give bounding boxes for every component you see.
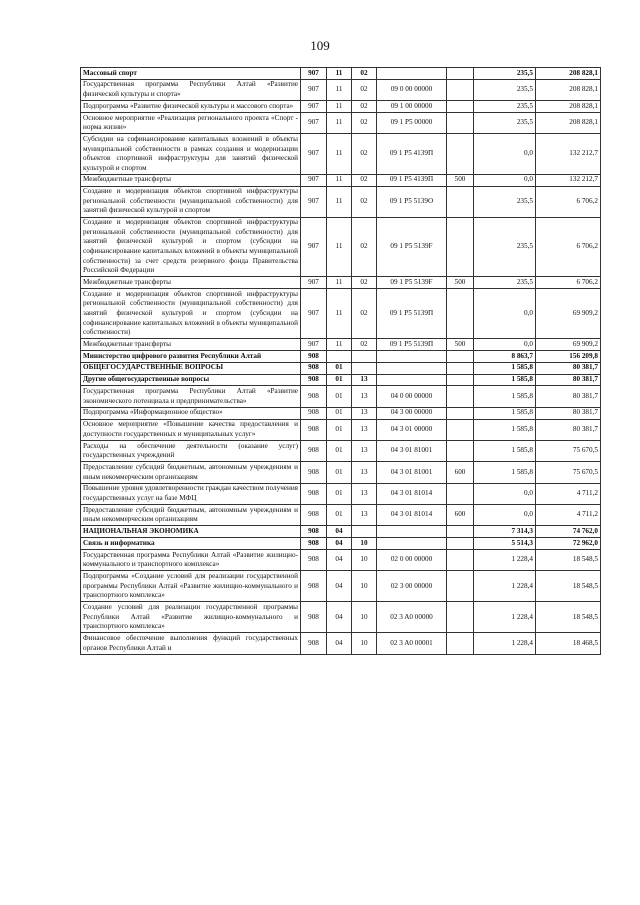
- row-amount-1-cell: 1 228,4: [474, 602, 536, 633]
- row-grbs-cell: 907: [301, 112, 327, 133]
- row-amount-1-cell: 1 228,4: [474, 550, 536, 571]
- row-amount-1-cell: 0,0: [474, 134, 536, 175]
- row-name-cell: Создание и модернизация объектов спортивной инфраструктуры региональной собственности (муниципальной собственности) для занятий физической культурой и спортом (субсидии на софинансирование капитальных вложений в объекты муниципальной собственности) за счет средств резервного фонда Правительства Российской Федерации: [81, 217, 301, 277]
- row-target-article-cell: [377, 351, 447, 363]
- row-grbs-cell: 908: [301, 602, 327, 633]
- row-subsection-cell: 10: [352, 538, 377, 550]
- row-subsection-cell: 02: [352, 277, 377, 289]
- row-expense-type-cell: [447, 217, 474, 277]
- row-name-cell: Подпрограмма «Информационное общество»: [81, 407, 301, 419]
- table-row: [81, 462, 601, 483]
- row-target-article-cell: 04 3 00 00000: [377, 407, 447, 419]
- row-amount-1-cell: 1 228,4: [474, 633, 536, 654]
- row-subsection-cell: 02: [352, 186, 377, 217]
- row-amount-2-cell: 4 711,2: [536, 505, 601, 526]
- table-row: [81, 526, 601, 538]
- row-grbs-cell: 908: [301, 419, 327, 440]
- row-expense-type-cell: [447, 68, 474, 80]
- row-name-cell: Связь и информатика: [81, 538, 301, 550]
- row-section-cell: 01: [327, 362, 352, 374]
- row-amount-1-cell: 1 585,8: [474, 419, 536, 440]
- row-expense-type-cell: [447, 289, 474, 339]
- row-name-cell: Государственная программа Республики Алтай «Развитие жилищно-коммунального и транспортного комплекса»: [81, 550, 301, 571]
- table-row: [81, 339, 601, 351]
- row-target-article-cell: 02 3 A0 00001: [377, 633, 447, 654]
- row-amount-1-cell: 235,5: [474, 186, 536, 217]
- row-name-cell: Субсидии на софинансирование капитальных вложений в объекты муниципальной собственности в рамках создания и модернизации объектов спортивной инфраструктуры для занятий физической культурой и спортом: [81, 134, 301, 175]
- row-target-article-cell: 09 1 P5 00000: [377, 112, 447, 133]
- row-expense-type-cell: 500: [447, 277, 474, 289]
- table-row: [81, 483, 601, 504]
- row-target-article-cell: 09 0 00 00000: [377, 79, 447, 100]
- row-expense-type-cell: [447, 419, 474, 440]
- row-target-article-cell: 04 3 01 81001: [377, 440, 447, 461]
- row-section-cell: 11: [327, 134, 352, 175]
- row-amount-2-cell: 6 706,2: [536, 217, 601, 277]
- row-expense-type-cell: 600: [447, 462, 474, 483]
- row-grbs-cell: 907: [301, 79, 327, 100]
- row-amount-1-cell: 0,0: [474, 505, 536, 526]
- row-section-cell: 11: [327, 79, 352, 100]
- row-name-cell: Государственная программа Республики Алтай «Развитие экономического потенциала и предпринимательства»: [81, 386, 301, 407]
- row-name-cell: Подпрограмма «Развитие физической культуры и массового спорта»: [81, 101, 301, 113]
- row-section-cell: 01: [327, 462, 352, 483]
- row-name-cell: Министерство цифрового развития Республики Алтай: [81, 351, 301, 363]
- row-amount-2-cell: 208 828,1: [536, 101, 601, 113]
- row-name-cell: Государственная программа Республики Алтай «Развитие физической культуры и спорта»: [81, 79, 301, 100]
- budget-table: [80, 67, 601, 655]
- row-section-cell: 01: [327, 407, 352, 419]
- row-amount-2-cell: 156 209,8: [536, 351, 601, 363]
- row-grbs-cell: 908: [301, 386, 327, 407]
- row-amount-1-cell: 235,5: [474, 68, 536, 80]
- row-amount-2-cell: 80 381,7: [536, 407, 601, 419]
- row-amount-1-cell: 235,5: [474, 79, 536, 100]
- row-amount-2-cell: 18 548,5: [536, 550, 601, 571]
- row-name-cell: Создание условий для реализации государственной программы Республики Алтай «Развитие жилищно-коммунального и транспортного комплекса»: [81, 602, 301, 633]
- row-expense-type-cell: 500: [447, 339, 474, 351]
- row-amount-1-cell: 5 514,3: [474, 538, 536, 550]
- row-subsection-cell: [352, 526, 377, 538]
- table-row: [81, 419, 601, 440]
- row-target-article-cell: 09 1 P5 5139О: [377, 186, 447, 217]
- table-row: [81, 174, 601, 186]
- table-row: [81, 112, 601, 133]
- row-expense-type-cell: [447, 440, 474, 461]
- row-name-cell: Создание и модернизация объектов спортивной инфраструктуры региональной собственности (муниципальной собственности) для занятий физической культурой и спортом (субсидии на софинансирование капитальных вложений в объекты муниципальной собственности): [81, 289, 301, 339]
- row-subsection-cell: 13: [352, 505, 377, 526]
- row-grbs-cell: 908: [301, 538, 327, 550]
- row-grbs-cell: 908: [301, 362, 327, 374]
- row-name-cell: Предоставление субсидий бюджетным, автономным учреждениям и иным некоммерческим организациям: [81, 462, 301, 483]
- row-amount-2-cell: 6 706,2: [536, 186, 601, 217]
- row-target-article-cell: [377, 526, 447, 538]
- row-amount-1-cell: 235,5: [474, 277, 536, 289]
- table-row: [81, 386, 601, 407]
- table-row: [81, 505, 601, 526]
- row-grbs-cell: 908: [301, 505, 327, 526]
- row-grbs-cell: 908: [301, 483, 327, 504]
- row-section-cell: 11: [327, 277, 352, 289]
- row-expense-type-cell: [447, 112, 474, 133]
- row-grbs-cell: 907: [301, 277, 327, 289]
- row-amount-2-cell: 208 828,1: [536, 112, 601, 133]
- row-subsection-cell: 02: [352, 68, 377, 80]
- row-grbs-cell: 907: [301, 186, 327, 217]
- row-expense-type-cell: [447, 526, 474, 538]
- row-expense-type-cell: [447, 134, 474, 175]
- row-amount-2-cell: 18 548,5: [536, 602, 601, 633]
- row-expense-type-cell: [447, 538, 474, 550]
- row-subsection-cell: 10: [352, 571, 377, 602]
- table-row: [81, 101, 601, 113]
- row-grbs-cell: 907: [301, 101, 327, 113]
- row-subsection-cell: 02: [352, 217, 377, 277]
- row-amount-1-cell: 1 228,4: [474, 571, 536, 602]
- row-amount-1-cell: 1 585,8: [474, 407, 536, 419]
- row-target-article-cell: 04 3 01 81014: [377, 505, 447, 526]
- row-subsection-cell: 13: [352, 386, 377, 407]
- row-subsection-cell: 13: [352, 407, 377, 419]
- row-amount-2-cell: 75 670,5: [536, 440, 601, 461]
- row-section-cell: [327, 351, 352, 363]
- row-amount-2-cell: 18 468,5: [536, 633, 601, 654]
- row-amount-2-cell: 208 828,1: [536, 79, 601, 100]
- row-subsection-cell: 02: [352, 339, 377, 351]
- table-row: [81, 217, 601, 277]
- row-target-article-cell: 02 0 00 00000: [377, 550, 447, 571]
- row-grbs-cell: 907: [301, 289, 327, 339]
- row-amount-2-cell: 132 212,7: [536, 174, 601, 186]
- row-section-cell: 11: [327, 186, 352, 217]
- row-name-cell: Основное мероприятие «Повышение качества предоставления и доступности государственных и муниципальных услуг»: [81, 419, 301, 440]
- row-amount-2-cell: 80 381,7: [536, 374, 601, 386]
- row-section-cell: 11: [327, 68, 352, 80]
- row-amount-2-cell: 80 381,7: [536, 386, 601, 407]
- row-expense-type-cell: [447, 407, 474, 419]
- row-amount-2-cell: 69 909,2: [536, 289, 601, 339]
- row-amount-2-cell: 80 381,7: [536, 362, 601, 374]
- row-section-cell: 04: [327, 526, 352, 538]
- row-grbs-cell: 908: [301, 407, 327, 419]
- row-target-article-cell: 04 3 01 81001: [377, 462, 447, 483]
- row-expense-type-cell: [447, 351, 474, 363]
- row-amount-2-cell: 72 962,0: [536, 538, 601, 550]
- table-row: [81, 538, 601, 550]
- row-target-article-cell: 04 3 01 00000: [377, 419, 447, 440]
- row-amount-1-cell: 235,5: [474, 217, 536, 277]
- row-section-cell: 11: [327, 217, 352, 277]
- row-subsection-cell: 13: [352, 419, 377, 440]
- row-subsection-cell: 13: [352, 440, 377, 461]
- row-expense-type-cell: [447, 483, 474, 504]
- row-amount-1-cell: 0,0: [474, 339, 536, 351]
- row-section-cell: 04: [327, 538, 352, 550]
- row-name-cell: Массовый спорт: [81, 68, 301, 80]
- row-amount-1-cell: 0,0: [474, 289, 536, 339]
- row-section-cell: 01: [327, 386, 352, 407]
- row-target-article-cell: [377, 374, 447, 386]
- row-expense-type-cell: 500: [447, 174, 474, 186]
- row-name-cell: Подпрограмма «Создание условий для реализации государственной программы Республики Алтай «Развитие жилищно-коммунального и транспортного комплекса»: [81, 571, 301, 602]
- row-section-cell: 04: [327, 550, 352, 571]
- row-name-cell: Финансовое обеспечение выполнения функций государственных органов Республики Алтай и: [81, 633, 301, 654]
- row-expense-type-cell: [447, 633, 474, 654]
- row-subsection-cell: 02: [352, 289, 377, 339]
- table-row: [81, 374, 601, 386]
- table-row: [81, 134, 601, 175]
- row-expense-type-cell: [447, 571, 474, 602]
- row-section-cell: 01: [327, 483, 352, 504]
- page-number: 109: [310, 38, 330, 53]
- row-section-cell: 04: [327, 602, 352, 633]
- row-section-cell: 11: [327, 339, 352, 351]
- row-name-cell: Межбюджетные трансферты: [81, 174, 301, 186]
- row-section-cell: 04: [327, 633, 352, 654]
- row-section-cell: 01: [327, 374, 352, 386]
- row-target-article-cell: 09 1 00 00000: [377, 101, 447, 113]
- row-name-cell: Другие общегосударственные вопросы: [81, 374, 301, 386]
- row-subsection-cell: 02: [352, 174, 377, 186]
- row-target-article-cell: 09 1 P5 5139П: [377, 339, 447, 351]
- row-section-cell: 01: [327, 440, 352, 461]
- row-grbs-cell: 907: [301, 134, 327, 175]
- table-row: [81, 633, 601, 654]
- row-grbs-cell: 908: [301, 526, 327, 538]
- table-row: [81, 289, 601, 339]
- row-grbs-cell: 908: [301, 633, 327, 654]
- row-amount-1-cell: 235,5: [474, 101, 536, 113]
- table-row: [81, 550, 601, 571]
- row-section-cell: 11: [327, 174, 352, 186]
- row-amount-1-cell: 1 585,8: [474, 440, 536, 461]
- row-target-article-cell: [377, 538, 447, 550]
- row-grbs-cell: 908: [301, 571, 327, 602]
- row-target-article-cell: [377, 362, 447, 374]
- row-subsection-cell: 02: [352, 79, 377, 100]
- row-amount-2-cell: 4 711,2: [536, 483, 601, 504]
- row-expense-type-cell: [447, 550, 474, 571]
- row-subsection-cell: 02: [352, 101, 377, 113]
- row-amount-2-cell: 80 381,7: [536, 419, 601, 440]
- row-target-article-cell: 09 1 P5 5139F: [377, 217, 447, 277]
- row-section-cell: 04: [327, 571, 352, 602]
- table-row: [81, 68, 601, 80]
- row-target-article-cell: [377, 68, 447, 80]
- row-target-article-cell: 04 0 00 00000: [377, 386, 447, 407]
- row-grbs-cell: 907: [301, 339, 327, 351]
- row-name-cell: Межбюджетные трансферты: [81, 277, 301, 289]
- table-row: [81, 186, 601, 217]
- row-grbs-cell: 908: [301, 550, 327, 571]
- row-target-article-cell: 09 1 P5 5139П: [377, 289, 447, 339]
- row-amount-2-cell: 18 548,5: [536, 571, 601, 602]
- row-target-article-cell: 09 1 P5 4139П: [377, 134, 447, 175]
- table-row: [81, 351, 601, 363]
- table-row: [81, 362, 601, 374]
- row-target-article-cell: 04 3 01 81014: [377, 483, 447, 504]
- row-amount-1-cell: 8 863,7: [474, 351, 536, 363]
- table-row: [81, 407, 601, 419]
- row-name-cell: Повышение уровня удовлетворенности граждан качеством получения государственных услуг на базе МФЦ: [81, 483, 301, 504]
- row-subsection-cell: 02: [352, 112, 377, 133]
- row-section-cell: 11: [327, 289, 352, 339]
- table-row: [81, 79, 601, 100]
- row-section-cell: 11: [327, 112, 352, 133]
- row-section-cell: 01: [327, 419, 352, 440]
- row-name-cell: ОБЩЕГОСУДАРСТВЕННЫЕ ВОПРОСЫ: [81, 362, 301, 374]
- row-amount-2-cell: 74 762,0: [536, 526, 601, 538]
- row-name-cell: Предоставление субсидий бюджетным, автономным учреждениям и иным некоммерческим организациям: [81, 505, 301, 526]
- row-amount-2-cell: 208 828,1: [536, 68, 601, 80]
- row-name-cell: Расходы на обеспечение деятельности (оказание услуг) государственных учреждений: [81, 440, 301, 461]
- row-amount-1-cell: 1 585,8: [474, 362, 536, 374]
- row-expense-type-cell: [447, 362, 474, 374]
- table-row: [81, 571, 601, 602]
- row-subsection-cell: [352, 362, 377, 374]
- row-subsection-cell: 13: [352, 374, 377, 386]
- row-grbs-cell: 908: [301, 374, 327, 386]
- row-name-cell: Межбюджетные трансферты: [81, 339, 301, 351]
- row-amount-2-cell: 6 706,2: [536, 277, 601, 289]
- row-amount-2-cell: 69 909,2: [536, 339, 601, 351]
- row-grbs-cell: 908: [301, 440, 327, 461]
- row-expense-type-cell: [447, 374, 474, 386]
- row-amount-2-cell: 75 670,5: [536, 462, 601, 483]
- row-name-cell: НАЦИОНАЛЬНАЯ ЭКОНОМИКА: [81, 526, 301, 538]
- table-row: [81, 440, 601, 461]
- row-amount-1-cell: 0,0: [474, 174, 536, 186]
- row-target-article-cell: 02 3 00 00000: [377, 571, 447, 602]
- row-expense-type-cell: [447, 602, 474, 633]
- budget-table-body: [81, 68, 601, 655]
- row-amount-1-cell: 7 314,3: [474, 526, 536, 538]
- row-expense-type-cell: [447, 79, 474, 100]
- row-amount-1-cell: 235,5: [474, 112, 536, 133]
- row-grbs-cell: 908: [301, 462, 327, 483]
- row-section-cell: 11: [327, 101, 352, 113]
- row-section-cell: 01: [327, 505, 352, 526]
- row-name-cell: Основное мероприятие «Реализация регионального проекта «Спорт - норма жизни»: [81, 112, 301, 133]
- row-subsection-cell: 13: [352, 462, 377, 483]
- row-amount-1-cell: 1 585,8: [474, 386, 536, 407]
- row-target-article-cell: 09 1 P5 5139F: [377, 277, 447, 289]
- row-target-article-cell: 09 1 P5 4139П: [377, 174, 447, 186]
- row-subsection-cell: 10: [352, 550, 377, 571]
- row-amount-1-cell: 1 585,8: [474, 462, 536, 483]
- row-amount-2-cell: 132 212,7: [536, 134, 601, 175]
- row-subsection-cell: 02: [352, 134, 377, 175]
- table-row: [81, 277, 601, 289]
- row-subsection-cell: 10: [352, 602, 377, 633]
- row-grbs-cell: 907: [301, 217, 327, 277]
- row-grbs-cell: 908: [301, 351, 327, 363]
- table-row: [81, 602, 601, 633]
- row-expense-type-cell: [447, 386, 474, 407]
- row-subsection-cell: 10: [352, 633, 377, 654]
- row-expense-type-cell: 600: [447, 505, 474, 526]
- row-target-article-cell: 02 3 A0 00000: [377, 602, 447, 633]
- row-amount-1-cell: 0,0: [474, 483, 536, 504]
- row-subsection-cell: 13: [352, 483, 377, 504]
- row-expense-type-cell: [447, 101, 474, 113]
- row-amount-1-cell: 1 585,8: [474, 374, 536, 386]
- row-expense-type-cell: [447, 186, 474, 217]
- row-grbs-cell: 907: [301, 68, 327, 80]
- row-grbs-cell: 907: [301, 174, 327, 186]
- row-name-cell: Создание и модернизация объектов спортивной инфраструктуры региональной собственности (муниципальной собственности) для занятий физической культурой и спортом: [81, 186, 301, 217]
- row-subsection-cell: [352, 351, 377, 363]
